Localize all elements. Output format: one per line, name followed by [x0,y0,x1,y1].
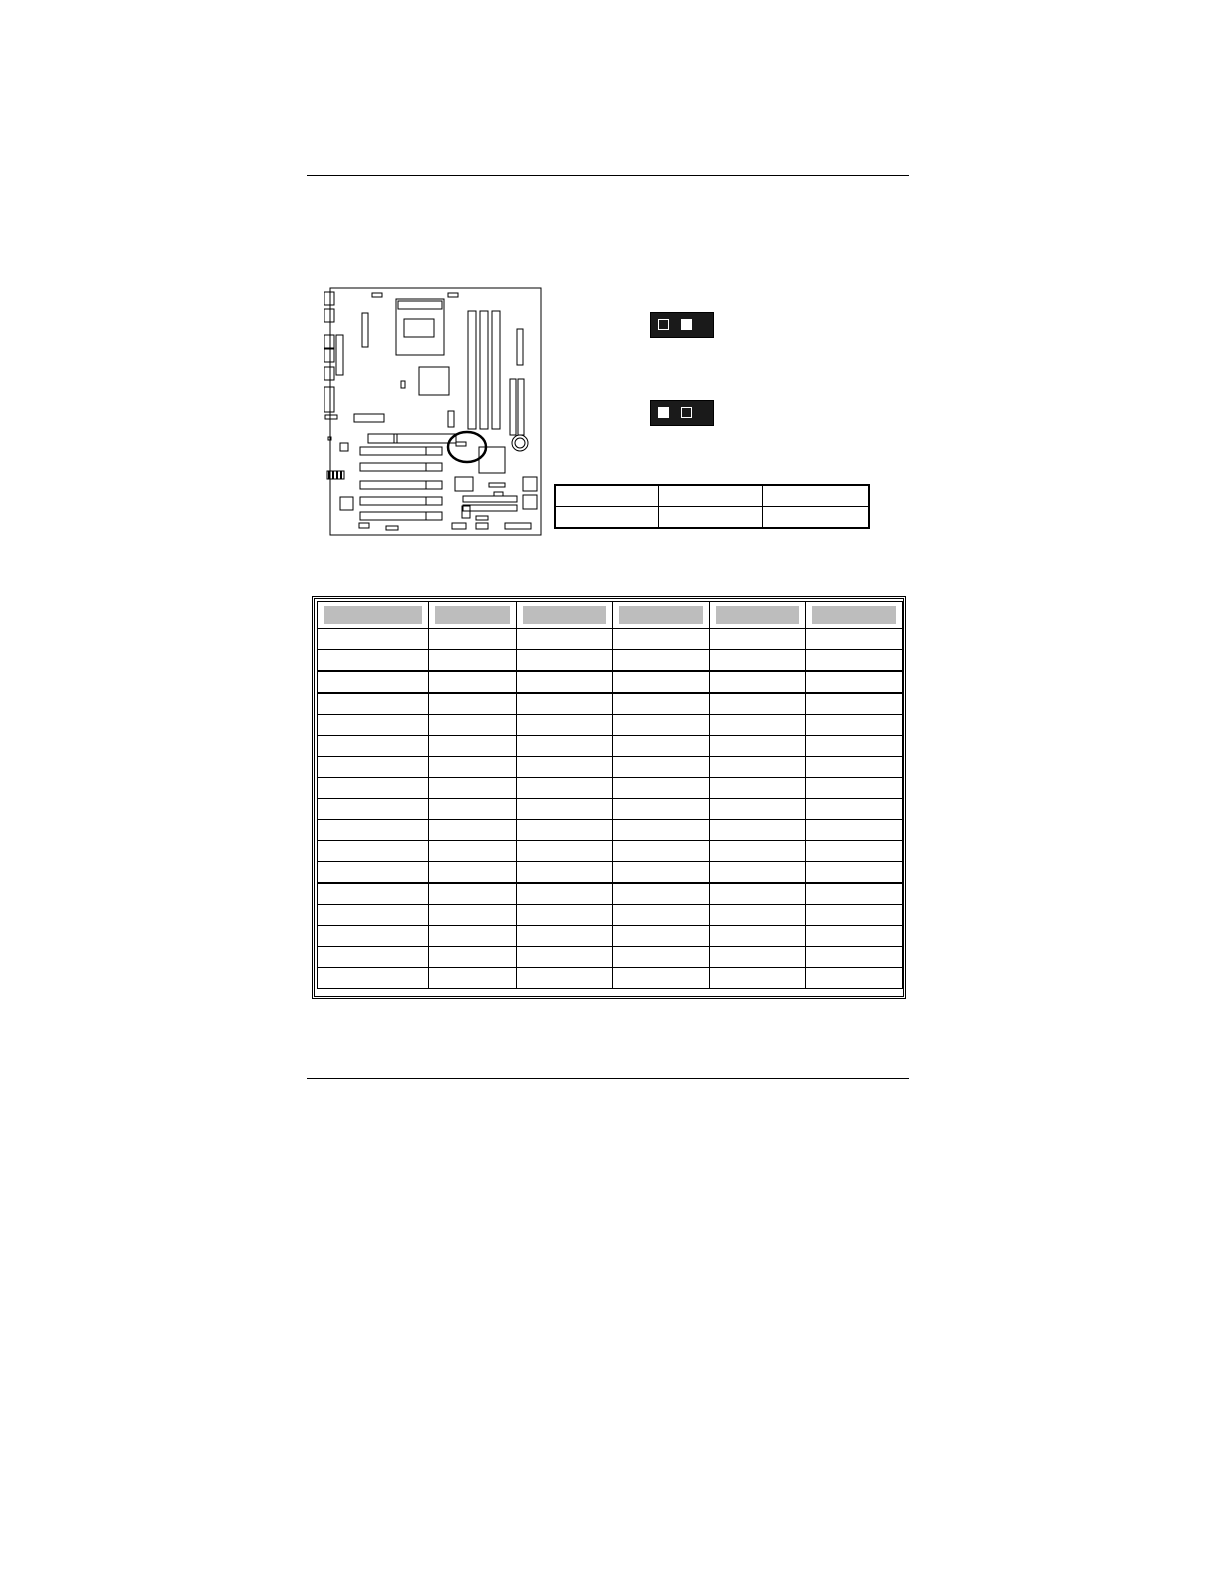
table-cell [613,715,710,736]
table-row [318,693,903,715]
column-header [709,602,806,629]
table-cell [806,883,903,905]
table-cell [709,736,806,757]
table-cell [429,629,517,650]
table-cell [659,507,763,529]
table-cell [806,862,903,884]
table-cell [613,926,710,947]
table-cell [709,905,806,926]
table-cell [318,947,429,968]
table-row [318,926,903,947]
table-cell [318,778,429,799]
table-cell [516,799,613,820]
table-cell [613,841,710,862]
table-row [318,947,903,968]
table-cell [709,629,806,650]
table-cell [318,629,429,650]
table-cell [429,905,517,926]
column-header [516,602,613,629]
table-cell [318,650,429,672]
table-cell [709,650,806,672]
table-cell [709,715,806,736]
table-cell [709,926,806,947]
jumper-option-table [554,484,870,529]
table-row [318,905,903,926]
table-cell [613,650,710,672]
table-cell [806,736,903,757]
table-cell [318,799,429,820]
table-cell [762,485,869,507]
table-row [318,883,903,905]
table-cell [709,820,806,841]
table-cell [429,947,517,968]
table-cell [806,757,903,778]
table-cell [429,757,517,778]
table-cell [429,820,517,841]
table-cell [762,507,869,529]
table-cell [709,757,806,778]
table-cell [429,736,517,757]
table-cell [516,883,613,905]
table-cell [318,926,429,947]
table-cell [318,841,429,862]
table-cell [516,862,613,884]
table-row [318,841,903,862]
table-cell [806,650,903,672]
table-cell [516,905,613,926]
table-cell [516,757,613,778]
table-cell [555,507,659,529]
motherboard-layout-icon [324,287,544,537]
table-row [318,778,903,799]
table-cell [318,693,429,715]
table-cell [516,947,613,968]
table-cell [806,820,903,841]
table-row [318,715,903,736]
table-cell [613,757,710,778]
table-cell [806,629,903,650]
table-cell [516,778,613,799]
table-cell [318,715,429,736]
column-header [613,602,710,629]
table-cell [709,841,806,862]
table-cell [806,926,903,947]
table-cell [613,820,710,841]
table-cell [613,799,710,820]
table-cell [318,862,429,884]
table-row [318,820,903,841]
jumper-pins-icon [681,319,692,330]
table-cell [613,947,710,968]
table-cell [318,820,429,841]
table-cell [613,693,710,715]
table-cell [429,715,517,736]
table-row [318,862,903,884]
table-cell [516,968,613,989]
jumper-pins-icon [658,319,669,330]
table-cell [709,693,806,715]
table-cell [429,799,517,820]
table-cell [613,629,710,650]
table-cell [555,485,659,507]
table-cell [429,671,517,693]
table-cell [318,671,429,693]
table-cell [709,778,806,799]
table-cell [318,736,429,757]
table-cell [429,650,517,672]
jumper-pins-icon [681,407,692,418]
column-header [318,602,429,629]
table-cell [806,799,903,820]
table-cell [516,693,613,715]
table-cell [516,736,613,757]
table-cell [613,968,710,989]
bottom-rule [307,1078,909,1079]
table-row [318,650,903,672]
table-cell [429,862,517,884]
table-cell [709,862,806,884]
table-row [318,629,903,650]
table-row [318,736,903,757]
table-cell [318,883,429,905]
table-cell [806,947,903,968]
table-row [318,968,903,989]
table-cell [516,715,613,736]
table-cell [429,926,517,947]
table-cell [709,883,806,905]
table-cell [806,905,903,926]
table-cell [806,693,903,715]
table-cell [516,820,613,841]
table-cell [429,778,517,799]
table-cell [613,883,710,905]
table-cell [516,841,613,862]
column-header [806,602,903,629]
top-rule [307,175,909,176]
table-cell [429,883,517,905]
table-cell [613,778,710,799]
frequency-table [317,601,903,989]
table-cell [806,968,903,989]
table-cell [806,841,903,862]
table-cell [516,629,613,650]
table-cell [429,841,517,862]
table-cell [709,968,806,989]
table-cell [516,650,613,672]
table-cell [318,968,429,989]
table-cell [709,671,806,693]
table-cell [318,757,429,778]
table-row [318,671,903,693]
table-cell [613,736,710,757]
jumper-setting-2 [650,400,714,426]
table-row [318,799,903,820]
table-cell [516,671,613,693]
table-cell [318,905,429,926]
table-cell [429,968,517,989]
table-cell [429,693,517,715]
table-row [555,485,869,507]
frequency-table-frame [312,596,906,999]
table-cell [709,947,806,968]
jumper-pins-icon [658,407,669,418]
table-cell [709,799,806,820]
column-header [429,602,517,629]
table-cell [613,862,710,884]
table-header-row [318,602,903,629]
jumper-setting-1 [650,312,714,338]
table-cell [806,778,903,799]
table-row [318,757,903,778]
table-row [555,507,869,529]
table-cell [613,671,710,693]
table-cell [806,671,903,693]
table-cell [659,485,763,507]
table-cell [613,905,710,926]
table-cell [806,715,903,736]
table-cell [516,926,613,947]
